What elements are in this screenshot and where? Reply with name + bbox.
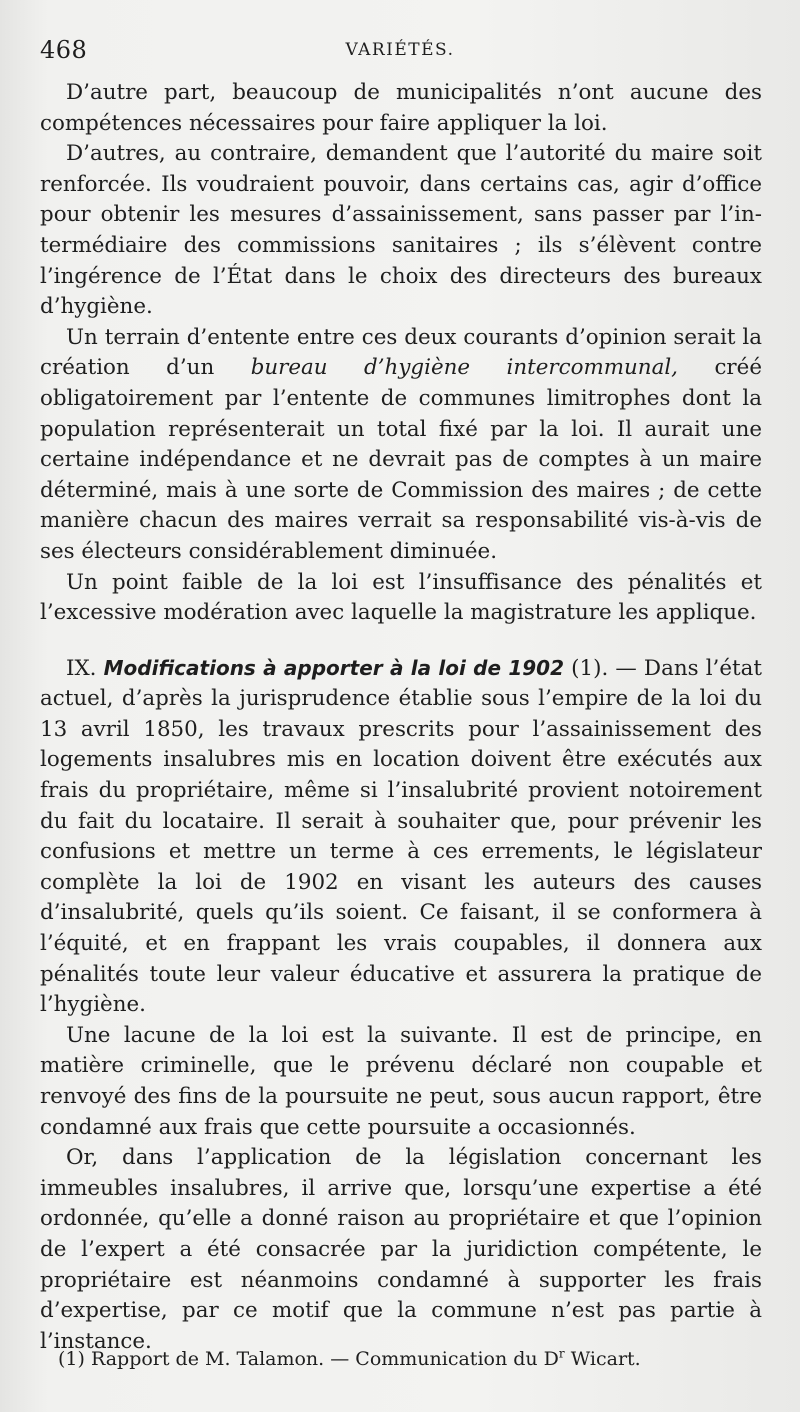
body-text — [40, 78, 762, 1357]
paragraph-5-text: — Dans l’état actuel, d’après la jurisprudence établie sous l’empire de la loi du 13 avril 1850, les travaux prescrits pour l’assainissement des logements insalubres mis en location doivent être exécutés aux frais du propriétaire, même si l’insalubrité provient notoirement du fait du locataire. Il serait à souhaiter que, pour prévenir les confusions et mettre un terme à ces errements, le législateur complète la loi de 1902 en visant les auteurs des causes d’insalubrité, quels qu’ils soient. Ce faisant, il se conformera à l’équité, et en frappant les vrais coupables, il donnera aux pénalités toute leur valeur éducative et assurera la pratique de l’hygiène. — [40, 655, 762, 1018]
paragraph-2: D’autres, au contraire, demandent que l’autorité du maire soit renforcée. Ils voudraient pouvoir, dans certains cas, agir d’office pour obtenir les mesures d’assainissement, sans passer par l’in-termédiaire des commissions sanitaires ; ils s’élèvent contre l’ingérence de l’État dans le choix des directeurs des bureaux d’hygiène. — [40, 141, 762, 320]
footnote-reference: (1). — [571, 655, 609, 681]
paragraph-6: Une lacune de la loi est la suivante. Il est de principe, en matière criminelle, que le prévenu déclaré non coupable et renvoyé des fins de la poursuite ne peut, sous aucun rapport, être condamné aux frais que cette poursuite a occasionnés. — [40, 1022, 762, 1140]
footnote-text-end: Wicart. — [564, 1348, 641, 1370]
footnote-marker: (1) — [58, 1348, 85, 1370]
section-ix — [40, 653, 762, 1021]
paragraph-3-italic: bureau d’hygiène intercommunal, — [250, 355, 678, 381]
footnote-text: Rapport de M. Talamon. — Communication du D — [90, 1348, 559, 1370]
paragraph-1: D’autre part, beaucoup de municipalités n’ont aucune des compétences nécessaires pour faire appliquer la loi. — [40, 80, 762, 136]
section-number: IX. — [66, 655, 97, 681]
paragraph-3 — [40, 323, 762, 568]
paragraph-3-text-b: créé obligatoirement par l’entente de communes limitrophes dont la population représenterait un total fixé par la loi. Il aurait une certaine indépendance et ne devrait pas de comptes à un maire déterminé, mais à une sorte de Commission des maires ; de cette manière chacun des maires verrait sa responsabilité vis-à-vis de ses électeurs considérablement diminuée. — [40, 355, 762, 564]
footnote — [58, 1346, 758, 1372]
paragraph-7: Or, dans l’application de la législation concernant les immeubles insalubres, il arrive que, lorsqu’une expertise a été ordonnée, qu’elle a donné raison au propriétaire et que l’opinion de l’expert a été consacrée par la juridiction compétente, le propriétaire est néanmoins condamné à supporter les frais d’expertise, par ce motif que la commune n’est pas partie à l’instance. — [40, 1145, 762, 1354]
page-header — [40, 36, 760, 70]
footnote-superscript: r — [558, 1346, 565, 1361]
paragraph-3-text-a: Un terrain d’entente entre ces deux courants d’opinion serait la création d’un — [40, 324, 762, 381]
section-title: Modifications à apporter à la loi de 1902 — [103, 655, 564, 680]
page-number: 468 — [40, 36, 88, 64]
paragraph-4: Un point faible de la loi est l’insuffisance des pénalités et l’excessive modération avec laquelle la magistrature les applique. — [40, 569, 762, 626]
running-head: VARIÉTÉS. — [345, 40, 455, 60]
